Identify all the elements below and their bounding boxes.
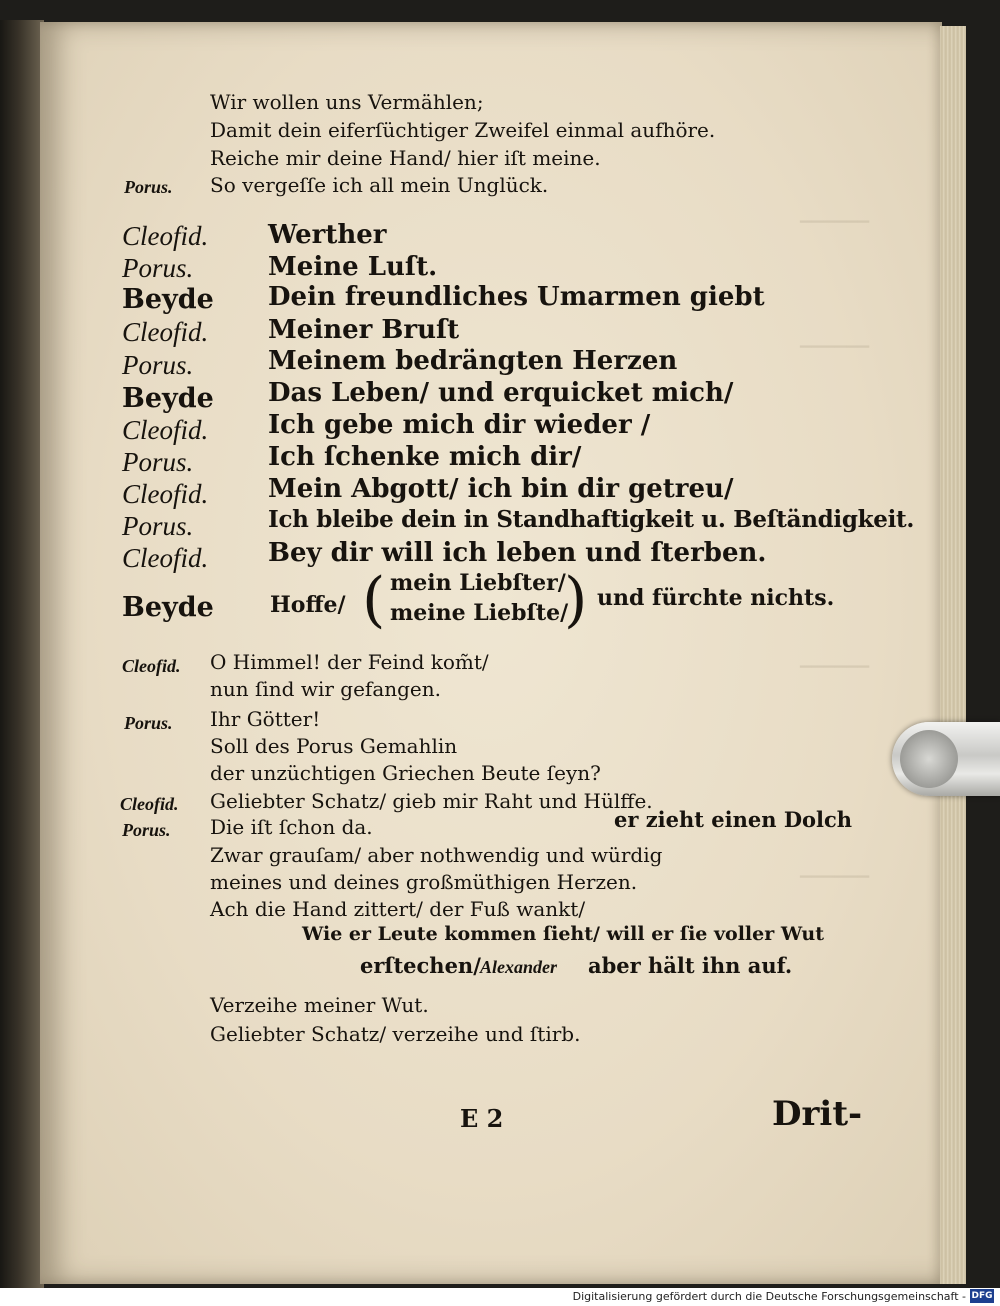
- book-spine: [0, 20, 44, 1290]
- stage-direction: erſtechen/: [360, 953, 481, 978]
- duet-speaker: Cleofid.: [122, 415, 209, 445]
- dfg-logo: DFG: [971, 1291, 993, 1301]
- duet-line: Meinem bedrängten Herzen: [268, 346, 678, 376]
- duet-speaker: Porus.: [122, 253, 194, 283]
- duet-speaker: Porus.: [122, 447, 194, 477]
- verse-line: Verzeihe meiner Wut.: [210, 993, 429, 1017]
- verse-line: So vergeſſe ich all mein Unglück.: [210, 173, 549, 197]
- verse-line: Reiche mir deine Hand/ hier iſt meine.: [210, 146, 601, 170]
- speaker-label: Porus.: [124, 713, 173, 733]
- speaker-label: Cleofid.: [120, 794, 179, 814]
- duet-option: meine Liebſte/: [390, 600, 569, 626]
- duet-line: Ich ſchenke mich dir/: [268, 442, 582, 472]
- duet-line: Werther: [268, 220, 387, 250]
- page-clip-hole: [900, 730, 958, 788]
- duet-line: Meine Luſt.: [268, 252, 438, 282]
- verse-line: meines und deines großmüthigen Herzen.: [210, 870, 638, 894]
- catchword: Drit-: [772, 1094, 863, 1134]
- duet-speaker: Porus.: [122, 511, 194, 541]
- duet-speaker: Cleofid.: [122, 543, 209, 573]
- verse-line: der unzüchtigen Griechen Beute ſeyn?: [210, 761, 601, 785]
- duet-line: Das Leben/ und erquicket mich/: [268, 378, 734, 408]
- verse-line: O Himmel! der Feind kom̃t/: [210, 650, 489, 674]
- verse-line: Wir wollen uns Vermählen;: [210, 90, 484, 114]
- duet-line: Dein freundliches Umarmen giebt: [268, 282, 765, 312]
- duet-speaker: Beyde: [122, 284, 214, 315]
- speaker-label: Porus.: [124, 177, 173, 197]
- bleed-through-mark: ▁▁▁▁▁▁: [800, 862, 870, 878]
- bleed-through-mark: ▁▁▁▁▁▁: [800, 207, 870, 223]
- duet-speaker: Porus.: [122, 350, 194, 380]
- duet-line: Meiner Bruſt: [268, 315, 460, 345]
- page-edges: [940, 26, 966, 1284]
- bleed-through-mark: ▁▁▁▁▁▁: [800, 652, 870, 668]
- verse-line: Zwar grauſam/ aber nothwendig und würdig: [210, 843, 663, 867]
- duet-line: Ich bleibe dein in Standhaftigkeit u. Beſtändigkeit.: [268, 506, 915, 533]
- duet-line: Ich gebe mich dir wieder /: [268, 410, 651, 440]
- footer-credit: Digitalisierung gefördert durch die Deutsche Forschungsgemeinschaft -: [572, 1290, 966, 1303]
- verse-line: nun ſind wir gefangen.: [210, 677, 441, 701]
- duet-line: Bey dir will ich leben und ſterben.: [268, 538, 767, 568]
- speaker-label: Porus.: [122, 820, 171, 840]
- duet-line-tail: und fürchte nichts.: [597, 585, 835, 611]
- verse-line: Ihr Götter!: [210, 707, 321, 731]
- verse-line: Die iſt ſchon da.: [210, 815, 373, 839]
- stage-direction: Wie er Leute kommen ſieht/ will er ſie voller Wut: [302, 923, 825, 945]
- duet-speaker: Cleofid.: [122, 479, 209, 509]
- duet-option: mein Liebſter/: [390, 570, 566, 596]
- signature-mark: E 2: [460, 1104, 504, 1133]
- verse-line: Damit dein eiferſüchtiger Zweifel einmal aufhöre.: [210, 118, 716, 142]
- duet-line-lead: Hoffe/: [270, 592, 346, 618]
- duet-speaker: Cleofid.: [122, 221, 209, 251]
- verse-line: Geliebter Schatz/ gieb mir Raht und Hülffe.: [210, 789, 653, 813]
- stage-direction: aber hält ihn auf.: [588, 953, 793, 978]
- left-parenthesis: (: [362, 565, 386, 635]
- duet-line: Mein Abgott/ ich bin dir getreu/: [268, 474, 734, 504]
- duet-speaker: Beyde: [122, 383, 214, 414]
- stage-direction: er zieht einen Dolch: [614, 807, 853, 832]
- duet-speaker: Beyde: [122, 592, 214, 623]
- verse-line: Ach die Hand zittert/ der Fuß wankt/: [210, 897, 586, 921]
- bleed-through-mark: ▁▁▁▁▁▁: [800, 332, 870, 348]
- right-parenthesis: ): [564, 565, 588, 635]
- verse-line: Geliebter Schatz/ verzeihe und ſtirb.: [210, 1022, 581, 1046]
- verse-line: Soll des Porus Gemahlin: [210, 734, 458, 758]
- speaker-label: Cleofid.: [122, 656, 181, 676]
- duet-speaker: Cleofid.: [122, 317, 209, 347]
- character-name: Alexander: [480, 957, 558, 977]
